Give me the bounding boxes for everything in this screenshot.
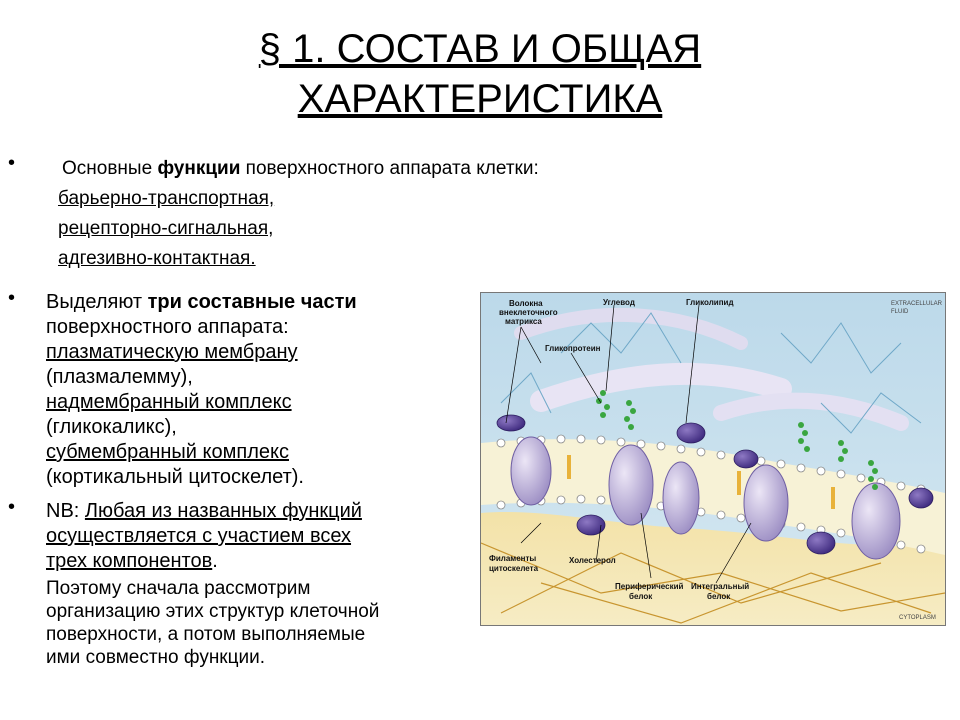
label-fibers: внеклеточного (499, 308, 558, 317)
label-extracellular: EXTRACELLULAR (891, 301, 943, 307)
nb-prefix: NB: (46, 500, 85, 522)
component-membrane-alt: (плазмалемму), (46, 366, 193, 388)
components-intro-2: поверхностного аппарата: (46, 316, 289, 338)
functions-bullet (58, 154, 539, 274)
bullet-dot: • (8, 152, 16, 174)
function-item: барьерно-транспортная, (58, 188, 275, 209)
components-intro: Выделяют три составные части (46, 291, 357, 313)
bullet-dot: • (8, 496, 16, 518)
followup-text: Поэтому сначала рассмотрим организацию этих структур клеточной поверхности, а потом выполняемые ими совместно функции. (46, 578, 380, 668)
label-filaments: цитоскелета (489, 564, 539, 573)
label-fibers: Волокна (509, 299, 543, 308)
label-cholesterol: Холестерол (569, 556, 616, 565)
functions-bold: функции (157, 158, 241, 179)
title-line-1: § 1. СОСТАВ И ОБЩАЯ (258, 27, 702, 71)
component-membrane: плазматическую мембрану (46, 341, 298, 363)
membrane-illustration (480, 292, 946, 626)
nb-bullet: NB: Любая из названных функций осуществляется с участием всех трех компонентов. (46, 499, 476, 574)
label-glycoprotein: Гликопротеин (545, 344, 601, 353)
bullet-dot: • (8, 287, 16, 309)
nb-line: трех компонентов (46, 550, 213, 572)
label-integral: Интегральный (691, 582, 750, 591)
function-item: рецепторно-сигнальная, (58, 218, 274, 239)
label-peripheral: белок (629, 592, 653, 601)
nb-line: осуществляется с участием всех (46, 525, 352, 547)
membrane-diagram (481, 293, 945, 625)
component-supramembrane-alt: (гликокаликс), (46, 416, 177, 438)
components-bullet (46, 290, 466, 490)
label-carbohydrate: Углевод (603, 298, 635, 307)
label-integral: белок (707, 592, 731, 601)
label-filaments: Филаменты (489, 554, 537, 563)
component-submembrane: субмембранный комплекс (46, 441, 289, 463)
nb-line: Любая из названных функций (84, 500, 362, 522)
label-glycolipid: Гликолипид (686, 298, 734, 307)
component-supramembrane: надмембранный комплекс (46, 391, 292, 413)
slide-title (0, 24, 960, 124)
functions-list (58, 184, 539, 274)
component-submembrane-alt: (кортикальный цитоскелет). (46, 466, 304, 488)
label-peripheral: Периферический (615, 582, 684, 591)
function-item: адгезивно-контактная. (58, 248, 256, 269)
components-bold: три составные части (147, 291, 357, 313)
functions-intro: Основные функции поверхностного аппарата клетки: (62, 158, 539, 179)
label-cytoplasm: CYTOPLASM (899, 615, 936, 621)
label-fibers: матрикса (505, 317, 542, 326)
title-line-2: ХАРАКТЕРИСТИКА (297, 77, 663, 121)
label-extracellular: FLUID (891, 309, 909, 315)
